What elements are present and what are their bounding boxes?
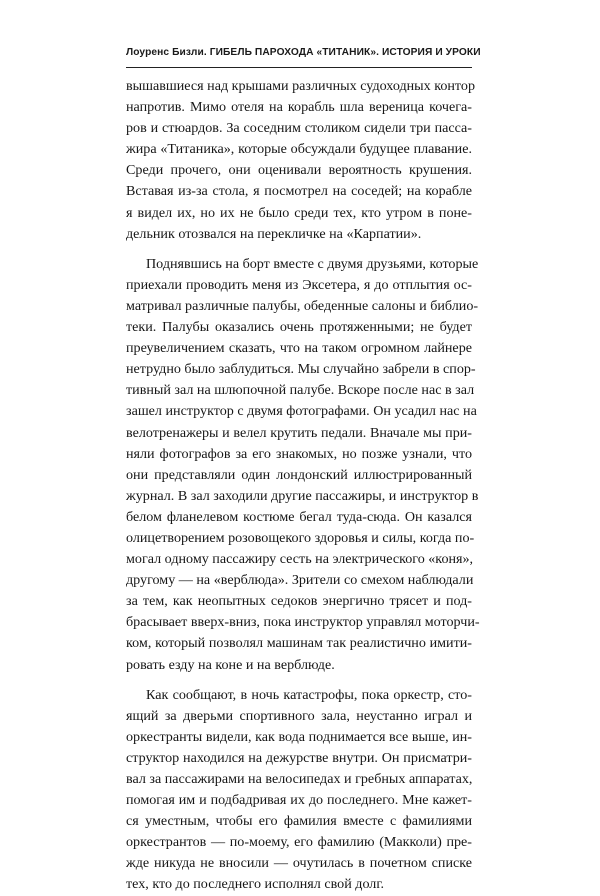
text-line: Поднявшись на борт вместе с двумя друзьями, которые [146,255,479,272]
text-line: няли фотографов за его знакомых, но позже узнали, что [126,445,472,462]
text-line: могал одному пассажиру сесть на электрического «коня», [126,551,474,568]
text-line: ров и стюардов. За соседним столиком сидели три пасса- [126,120,472,137]
text-line: я видел их, но их не было среди тех, кто утром в поне- [126,204,472,221]
text-line: журнал. В зал заходили другие пассажиры, и инструктор в [126,487,479,504]
text-line: Как сообщают, в ночь катастрофы, пока оркестр, сто- [146,686,472,703]
text-line: вышавшиеся над крышами различных судоходных контор [126,78,475,94]
text-line: за тем, как неопытных седоков энергично трясет и под- [126,593,472,610]
body-text [126,76,480,896]
text-line: преувеличением сказать, что на таком огромном лайнере [126,340,472,357]
text-line: ящий за дверьми спортивного зала, неустанно играл и [126,707,472,724]
text-line: брасывает вверх-вниз, пока инструктор управлял моторчи- [126,614,480,631]
text-line: приехали проводить меня из Эксетера, я до отплытия ос- [126,276,472,293]
text-line: напротив. Мимо отеля на корабль шла вереница кочега- [126,99,472,116]
text-line: нетрудно было заблудиться. Мы случайно забрели в спор- [126,361,476,378]
text-line: тивный зал на шлюпочной палубе. Вскоре после нас в зал [126,382,475,399]
text-line: другому — на «верблюда». Зрители со смехом наблюдали [126,572,474,589]
paragraph-3 [126,685,472,896]
text-line: жде никуда не вносили — очутилась в почетном списке [126,855,472,872]
text-line: оркестранты видели, как вода поднимается все выше, ин- [126,728,472,745]
text-line: жира «Титаника», которые обсуждали будущее плавание. [126,141,472,158]
text-line: дельник отозвался на перекличке на «Карпатии». [126,225,422,242]
header-rule [126,67,472,68]
text-line: вал за пассажирами на велосипедах и гребных аппаратах, [126,771,473,787]
text-line: ровать езду на коне и на верблюде. [126,656,335,673]
text-line: зашел инструктор с двумя фотографами. Он усадил нас на [126,403,477,420]
text-line: белом фланелевом костюме бегал туда-сюда. Он казался [126,508,472,525]
text-line: велотренажеры и велел крутить педали. Вначале мы при- [126,424,472,441]
text-line: ком, который позволял машинам так реалистично имити- [126,635,472,652]
text-line: оркестрантов — по-моему, его фамилию (Макколи) пре- [126,834,472,851]
paragraph-2 [126,254,480,676]
text-line: они представляли один лондонский иллюстрированный [126,466,472,483]
paragraph-1 [126,76,475,245]
running-head: Лоуренс Бизли. ГИБЕЛЬ ПАРОХОДА «ТИТАНИК». ИСТОРИЯ И УРОКИ [126,47,481,58]
text-line: Среди прочего, они оценивали вероятность крушения. [126,162,472,179]
text-line: Вставая из-за стола, я посмотрел на соседей; на корабле [126,183,472,200]
text-line: теки. Палубы оказались очень протяженными; не будет [126,319,472,336]
text-line: структор находился на дежурстве внутри. Он присматри- [126,749,472,766]
text-line: помогая им и подбадривая их до последнего. Мне кажет- [126,792,472,809]
text-line: олицетворением розовощекого здоровья и силы, когда по- [126,529,475,546]
text-line: ся уместным, чтобы его фамилия вместе с фамилиями [126,813,472,830]
text-line: тех, кто до последнего исполнял свой долг. [126,876,385,893]
text-line: матривал различные палубы, обеденные салоны и библио- [126,297,479,314]
